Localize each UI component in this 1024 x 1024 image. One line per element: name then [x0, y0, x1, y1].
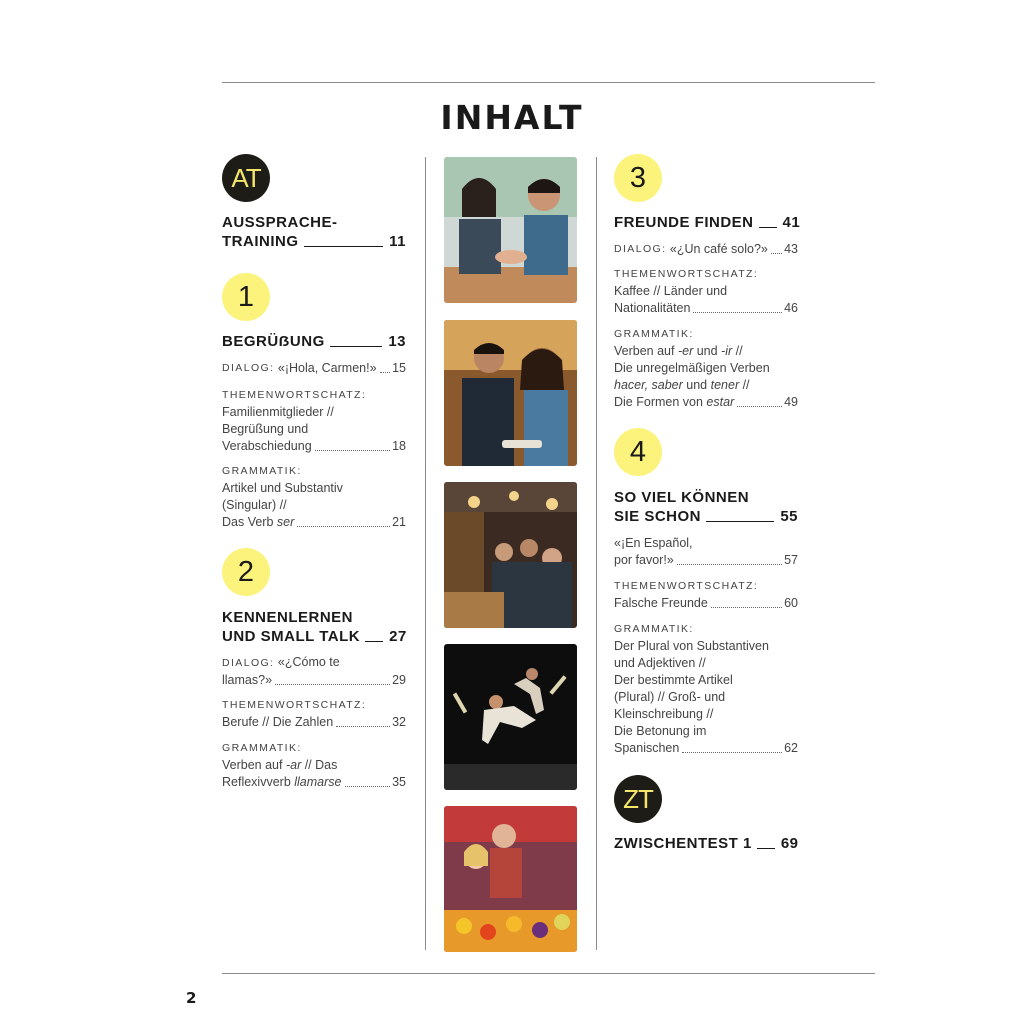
toc-entry-grammar[interactable]: GRAMMATIK: Verben auf -er und -ir // Die unregelmäßigen Verben hacer, saber und tener // Die Formen von estar 49	[614, 328, 798, 409]
acrobats-photo	[444, 644, 577, 790]
toc-entry-dialog[interactable]: DIALOG: «¿Un café solo?» 43	[614, 242, 798, 256]
toc-entry-text[interactable]: «¡En Español, por favor!» 57	[614, 536, 798, 567]
toc-entry-dialog[interactable]: DIALOG: «¿Cómo te llamas?» 29	[222, 655, 406, 687]
chapter-title-kennenlernen[interactable]: KENNENLERNEN UND SMALL TALK 27	[222, 609, 407, 645]
chapter-badge-zt: ZT	[614, 775, 662, 823]
toc-entry-grammar[interactable]: GRAMMATIK: Verben auf -ar // Das Reflexivverb llamarse 35	[222, 742, 406, 789]
chapter-badge-2: 2	[222, 548, 270, 596]
bottom-rule	[222, 973, 875, 974]
top-rule	[222, 82, 875, 83]
busy-tapas-bar-photo	[444, 482, 577, 628]
page-number: 13	[388, 333, 406, 350]
toc-entry-grammar[interactable]: GRAMMATIK: Der Plural von Substantiven und Adjektiven // Der bestimmte Artikel (Plural) // Groß- und Kleinschreibung // Die Betonung im Spanischen 62	[614, 623, 798, 755]
toc-entry-vocabulary[interactable]: THEMENWORTSCHATZ: Familienmitglieder // Begrüßung und Verabschiedung 18	[222, 389, 406, 453]
toc-entry-vocabulary[interactable]: THEMENWORTSCHATZ: Berufe // Die Zahlen 32	[222, 699, 406, 729]
page-number: 41	[782, 214, 801, 231]
toc-entry-vocabulary[interactable]: THEMENWORTSCHATZ: Falsche Freunde 60	[614, 580, 798, 610]
page-number: 27	[389, 628, 407, 645]
toc-entry-dialog[interactable]: DIALOG: «¡Hola, Carmen!» 15	[222, 361, 406, 375]
chapter-badge-at: AT	[222, 154, 270, 202]
page-number: 55	[780, 508, 798, 525]
column-divider-left	[425, 157, 426, 950]
page-number: 69	[780, 835, 799, 852]
toc-entry-vocabulary[interactable]: THEMENWORTSCHATZ: Kaffee // Länder und Nationalitäten 46	[614, 268, 798, 315]
chapter-title-aussprachetraining[interactable]: AUSSPRACHE- TRAINING 11	[222, 214, 406, 250]
page-number-footer: 2	[186, 989, 197, 1007]
page-number: 11	[389, 233, 406, 250]
market-shopping-photo	[444, 806, 577, 952]
chapter-badge-3: 3	[614, 154, 662, 202]
chapter-title-zwischentest[interactable]: ZWISCHENTEST 1 69	[614, 835, 799, 852]
cafe-conversation-photo	[444, 320, 577, 466]
page-title: INHALT	[440, 98, 584, 137]
chapter-badge-1: 1	[222, 273, 270, 321]
chapter-badge-4: 4	[614, 428, 662, 476]
column-divider-right	[596, 157, 597, 950]
handshake-photo	[444, 157, 577, 303]
toc-entry-grammar[interactable]: GRAMMATIK: Artikel und Substantiv (Singular) // Das Verb ser 21	[222, 465, 406, 529]
chapter-title-begruessung[interactable]: BEGRÜẞUNG 13	[222, 333, 406, 350]
chapter-title-so-viel-koennen[interactable]: SO VIEL KÖNNEN SIE SCHON 55	[614, 489, 798, 525]
chapter-title-freunde-finden[interactable]: FREUNDE FINDEN 41	[614, 214, 801, 231]
